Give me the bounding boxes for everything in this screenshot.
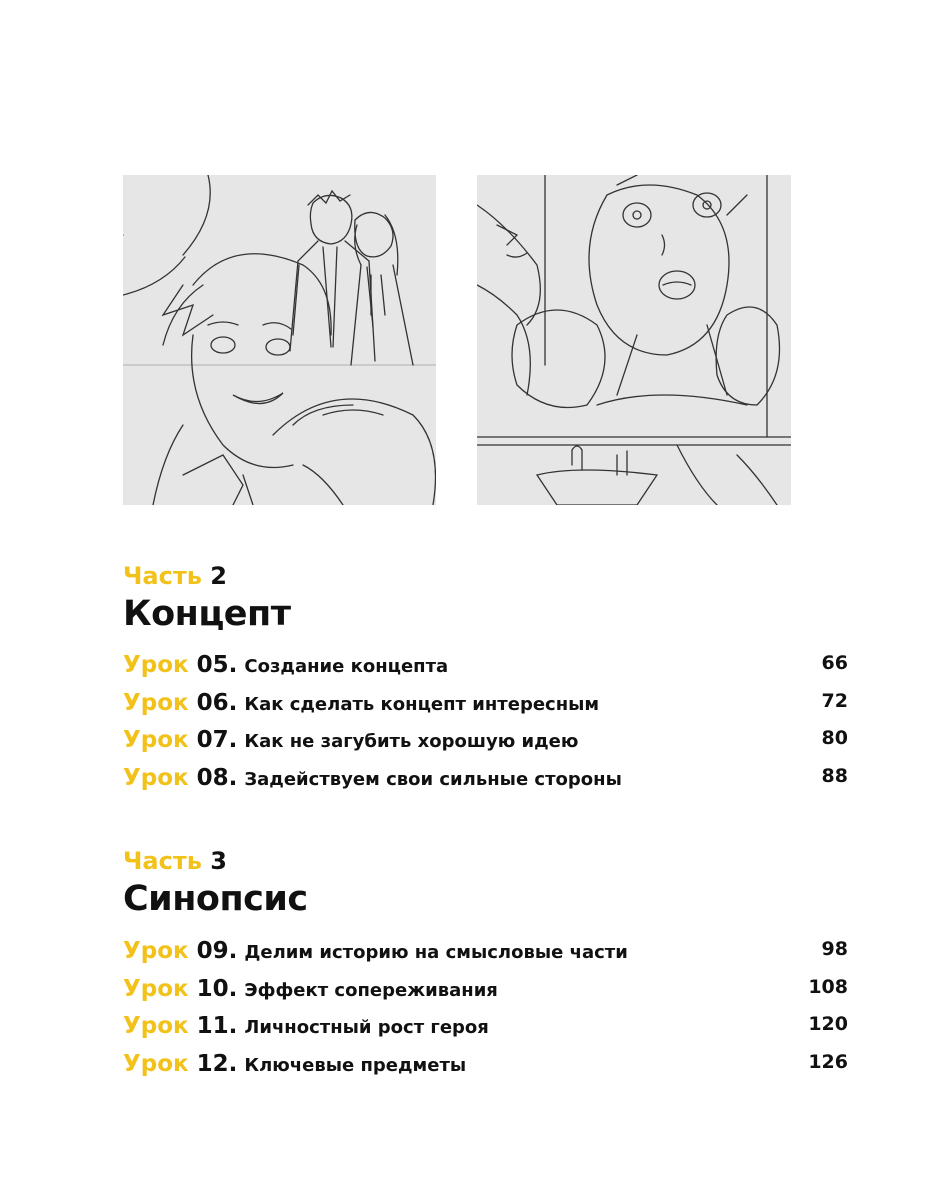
part-number: 3 — [210, 847, 227, 875]
part-label — [123, 562, 290, 590]
lesson-title: Как сделать концепт интересным — [244, 693, 600, 715]
lesson-page: 66 — [821, 652, 848, 674]
lesson-title: Делим историю на смысловые части — [244, 942, 628, 963]
part-3-header — [123, 847, 308, 921]
lesson-number: 09 — [196, 938, 229, 964]
lesson-word: Урок — [123, 938, 189, 964]
lesson-dot: . — [228, 1013, 238, 1039]
lesson-page: 80 — [821, 727, 848, 749]
lesson-list-part-2 — [123, 652, 848, 802]
lesson-title: Ключевые предметы — [244, 1054, 467, 1076]
lesson-row-10[interactable] — [123, 976, 848, 1014]
lesson-number: 12 — [196, 1050, 229, 1077]
lesson-row-08[interactable] — [123, 765, 848, 803]
lesson-row-12[interactable] — [123, 1051, 848, 1089]
part-title: Синопсис — [123, 879, 308, 919]
lesson-word: Урок — [123, 652, 189, 678]
lesson-dot: . — [228, 652, 238, 678]
lesson-dot: . — [228, 1050, 238, 1077]
lesson-page: 126 — [808, 1050, 848, 1073]
part-2-header — [123, 562, 290, 636]
lesson-word: Урок — [123, 975, 189, 1002]
lesson-word: Урок — [123, 764, 189, 791]
lesson-row-05[interactable] — [123, 652, 848, 690]
lesson-number: 11 — [196, 1013, 229, 1039]
lesson-word: Урок — [123, 689, 189, 716]
manga-sketch-illustration-surprised-boy — [477, 175, 791, 505]
lesson-row-07[interactable] — [123, 727, 848, 765]
lesson-row-09[interactable] — [123, 938, 848, 976]
part-number: 2 — [210, 562, 227, 590]
lesson-page: 98 — [821, 938, 848, 960]
part-word: Часть — [123, 847, 202, 875]
lesson-title: Личностный рост героя — [244, 1017, 489, 1038]
lesson-title: Задействуем свои сильные стороны — [244, 768, 622, 790]
lesson-number: 07 — [196, 727, 229, 753]
lesson-dot: . — [228, 727, 238, 753]
lesson-page: 72 — [821, 689, 848, 712]
lesson-number: 08 — [196, 764, 229, 791]
lesson-list-part-3 — [123, 938, 848, 1088]
lesson-title: Как не загубить хорошую идею — [244, 731, 579, 752]
lesson-row-06[interactable] — [123, 690, 848, 728]
lesson-number: 05 — [196, 652, 229, 678]
lesson-page: 120 — [808, 1013, 848, 1035]
lesson-page: 88 — [821, 764, 848, 787]
part-title: Концепт — [123, 594, 291, 634]
lesson-word: Урок — [123, 1050, 189, 1077]
lesson-page: 108 — [808, 975, 848, 998]
lesson-dot: . — [228, 975, 238, 1002]
lesson-title: Создание концепта — [244, 656, 449, 677]
part-word: Часть — [123, 562, 202, 590]
lesson-number: 06 — [196, 689, 229, 716]
lesson-title: Эффект сопереживания — [244, 979, 498, 1001]
lesson-word: Урок — [123, 727, 189, 753]
lesson-dot: . — [228, 938, 238, 964]
lesson-dot: . — [228, 689, 238, 716]
part-label — [123, 847, 308, 875]
lesson-number: 10 — [196, 975, 229, 1002]
lesson-dot: . — [228, 764, 238, 791]
manga-sketch-illustration-students — [123, 175, 436, 505]
lesson-row-11[interactable] — [123, 1013, 848, 1051]
lesson-word: Урок — [123, 1013, 189, 1039]
